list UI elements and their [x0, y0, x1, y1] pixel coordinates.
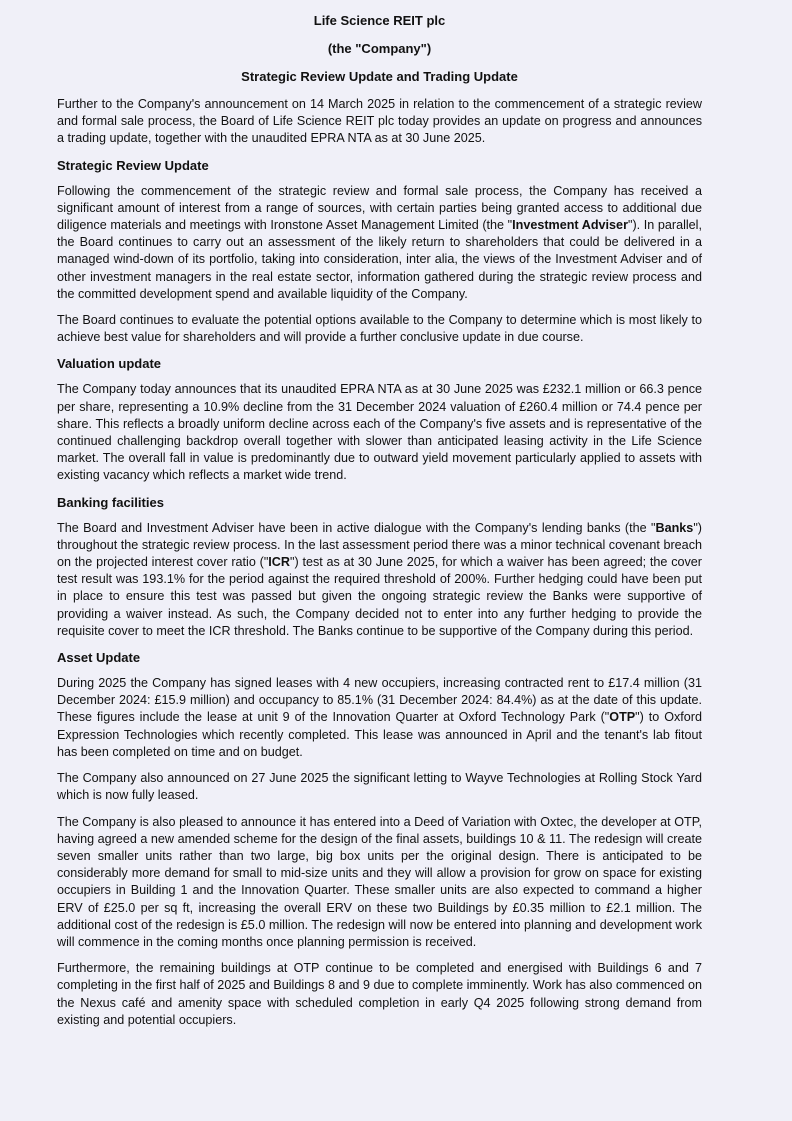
strategic-review-paragraph-1	[57, 183, 702, 303]
defined-term-icr: ICR	[268, 555, 290, 570]
asset-update-paragraph-1	[57, 675, 702, 761]
company-subtitle: (the "Company")	[327, 41, 432, 56]
text-segment: The Board and Investment Adviser have been in active dialogue with the Company's lending banks (the "	[57, 520, 656, 535]
text-segment: During 2025 the Company has signed leases with 4 new occupiers, increasing contracted rent to £17.4 million (31 December 2024: £15.9 million) and occupancy to 85.1% (31 December 2024: 84.4%) as at the date of this update. These figures include the lease at unit 9 of the Innovation Quarter at Oxford Technology Park ("	[57, 676, 702, 725]
defined-term-banks: Banks	[655, 520, 694, 535]
valuation-heading: Valuation update	[57, 356, 162, 372]
defined-term-otp: OTP	[609, 710, 636, 725]
asset-update-paragraph-2: The Company also announced on 27 June 2025 the significant letting to Wayve Technologies at Rolling Stock Yard which is now fully leased.	[57, 771, 702, 803]
text-segment: "). In parallel, the Board continues to carry out an assessment of the likely return to shareholders that could be delivered in a managed wind-down of its portfolio, taking into consideration, inter alia, the views of the Investment Adviser and of other investment managers in the real estate sector, information gathered during the strategic review process and the committed development spend and available liquidity of the Company.	[57, 218, 702, 301]
announcement-heading: Strategic Review Update and Trading Update	[241, 69, 518, 84]
asset-update-paragraph-4: Furthermore, the remaining buildings at OTP continue to be completed and energised with Buildings 6 and 7 completing in the first half of 2025 and Buildings 8 and 9 due to complete imminently. Work has also commenced on the Nexus café and amenity space with scheduled completion in early Q4 2025 following strong demand from existing and potential occupiers.	[57, 961, 702, 1027]
banking-heading: Banking facilities	[57, 494, 164, 510]
asset-update-heading: Asset Update	[57, 650, 141, 666]
announcement	[57, 0, 702, 1029]
asset-update-paragraph-3: The Company is also pleased to announce it has entered into a Deed of Variation with Oxtec, the developer at OTP, having agreed a new amended scheme for the design of the final assets, buildings 10 & 11. The redesign will create seven smaller units rather than two large, big box units per the original design. There is anticipated to be considerably more demand for small to mid-size units and they will allow a provision for grow on space for existing occupiers in Building 1 and the Innovation Quarter. These smaller units are also expected to command a higher ERV of £25.0 per sq ft, increasing the overall ERV on these two Buildings by £0.35 million to £2.1 million. The additional cost of the redesign is £5.0 million. The redesign will now be entered into planning and development work will commence in the coming months once planning permission is received.	[57, 814, 702, 949]
intro-paragraph: Further to the Company's announcement on 14 March 2025 in relation to the commencement of a strategic review and formal sale process, the Board of Life Science REIT plc today provides an update on progress and announces a trading update, together with the unaudited EPRA NTA as at 30 June 2025.	[57, 97, 702, 146]
text-segment: ") throughout the strategic review process. In the last assessment period there was a minor technical covenant breach on the projected interest cover ratio ("	[57, 520, 702, 570]
strategic-review-paragraph-2: The Board continues to evaluate the potential options available to the Company to determine which is most likely to achieve best value for shareholders and will provide a further conclusive update in due course.	[57, 313, 702, 345]
text-segment: Following the commencement of the strategic review and formal sale process, the Company has received a significant amount of interest from a range of sources, with certain parties being granted access to additional due diligence materials and meetings with Ironstone Asset Management Limited (the "	[57, 183, 702, 233]
defined-term-investment-adviser: Investment Adviser	[512, 218, 628, 233]
valuation-paragraph: The Company today announces that its unaudited EPRA NTA as at 30 June 2025 was £232.1 million or 66.3 pence per share, representing a 10.9% decline from the 31 December 2024 valuation of £260.4 million or 74.4 pence per share. This reflects a broadly uniform decline across each of the Company's five assets and is representative of the continued challenging backdrop overall together with slower than anticipated leasing activity in the Life Science market. The overall fall in value is predominantly due to outward yield movement particularly applied to assets with existing vacancy which reflects a market wide trend.	[57, 382, 702, 483]
strategic-review-heading: Strategic Review Update	[57, 157, 209, 173]
text-segment: ") test as at 30 June 2025, for which a waiver has been agreed; the cover test result was 193.1% for the period against the required threshold of 200%. Further hedging could have been put in place to ensure this test was passed but given the ongoing strategic review the Banks were supportive of providing a waiver instead. As such, the Company decided not to enter into any further hedging to provide the requisite cover to meet the ICR threshold. The Banks continue to be supportive of the Company during this period.	[57, 555, 702, 638]
text-segment: ") to Oxford Expression Technologies which recently completed. This lease was announced in April and the tenant's lab fitout has been completed on time and on budget.	[57, 710, 703, 759]
company-title: Life Science REIT plc	[313, 13, 446, 28]
banking-paragraph	[57, 520, 702, 640]
